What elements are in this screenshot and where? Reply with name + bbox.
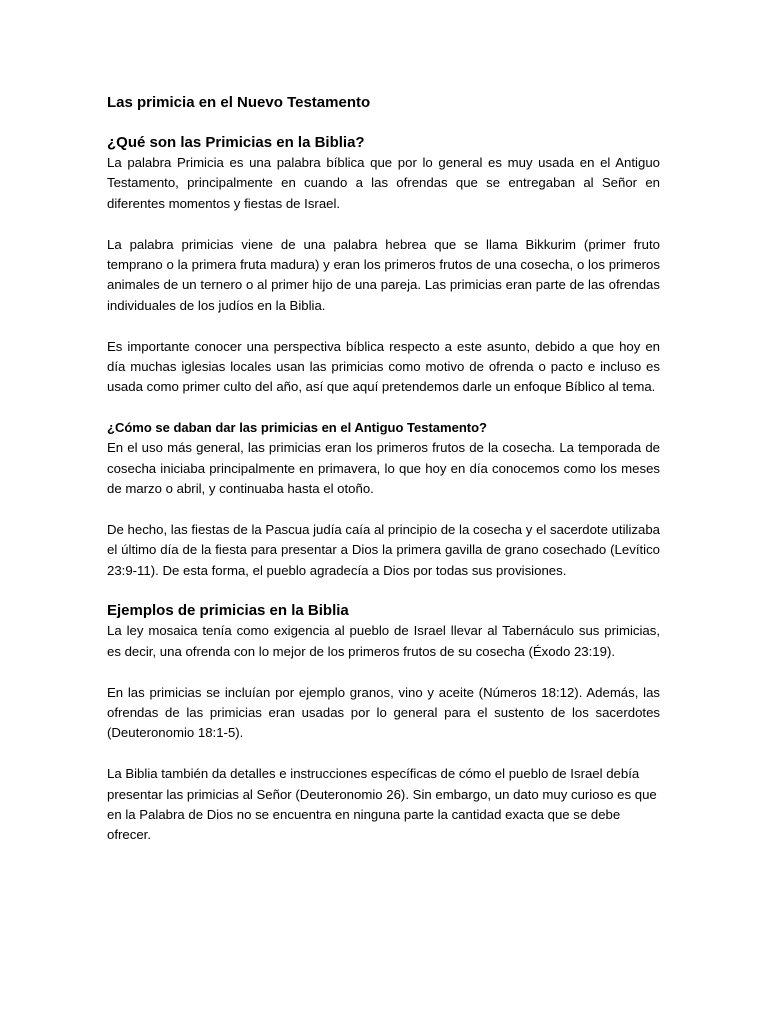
paragraph: En el uso más general, las primicias eran los primeros frutos de la cosecha. La temporada de cosecha iniciaba principalmente en primavera, lo que hoy en día conocemos como los meses de marzo o abril, y continuaba hasta el otoño. xyxy=(107,440,660,497)
paragraph: Es importante conocer una perspectiva bíblica respecto a este asunto, debido a que hoy en día muchas iglesias locales usan las primicias como motivo de ofrenda o pacto e incluso es usada como primer culto del año, así que aquí pretendemos darle un enfoque Bíblico al tema. xyxy=(107,338,660,395)
paragraph: La Biblia también da detalles e instrucciones específicas de cómo el pueblo de Israel debía presentar las primicias al Señor (Deuteronomio 26). Sin embargo, un dato muy curioso es que en la Palabra de Dios no se encuentra en ninguna parte la cantidad exacta que se debe xyxy=(107,766,657,823)
section-how-firstfruits-given xyxy=(107,418,660,581)
section-what-are-firstfruits xyxy=(107,133,660,398)
section-heading: ¿Cómo se daban dar las primicias en el Antiguo Testamento? xyxy=(107,420,487,436)
section-examples xyxy=(107,601,660,845)
paragraph: ofrecer. xyxy=(107,827,151,843)
paragraph: La ley mosaica tenía como exigencia al pueblo de Israel llevar al Tabernáculo sus primicias, es decir, una ofrenda con lo mejor de los primeros frutos de su cosecha (Éxodo 23:19). xyxy=(107,623,660,659)
paragraph: En las primicias se incluían por ejemplo granos, vino y aceite (Números 18:12). Además, las ofrendas de las primicias eran usadas por lo general para el sustento de los sacerdotes (Deuteronomio 18:1-5). xyxy=(107,684,660,741)
section-heading: Ejemplos de primicias en la Biblia xyxy=(107,602,349,620)
paragraph: La palabra primicias viene de una palabra hebrea que se llama Bikkurim (primer fruto temprano o la primera fruta madura) y eran los primeros frutos de una cosecha, o los primeros animales de un ternero o al primer hijo de una pareja. Las primicias eran parte de las ofrendas individuales de los judíos en la Biblia. xyxy=(107,236,660,313)
paragraph: De hecho, las fiestas de la Pascua judía caía al principio de la cosecha y el sacerdote utilizaba el último día de la fiesta para presentar a Dios la primera gavilla de grano cosechado (Levítico 23:9-11). De esta forma, el pueblo agradecía a Dios por todas sus provisiones. xyxy=(107,521,660,578)
section-heading: ¿Qué son las Primicias en la Biblia? xyxy=(107,134,365,151)
paragraph: La palabra Primicia es una palabra bíblica que por lo general es muy usada en el Antiguo Testamento, principalmente en cuando a las ofrendas que se entregaban al Señor en diferentes momentos y fiestas de Israel. xyxy=(107,155,660,211)
document-title: Las primicia en el Nuevo Testamento xyxy=(107,94,371,111)
